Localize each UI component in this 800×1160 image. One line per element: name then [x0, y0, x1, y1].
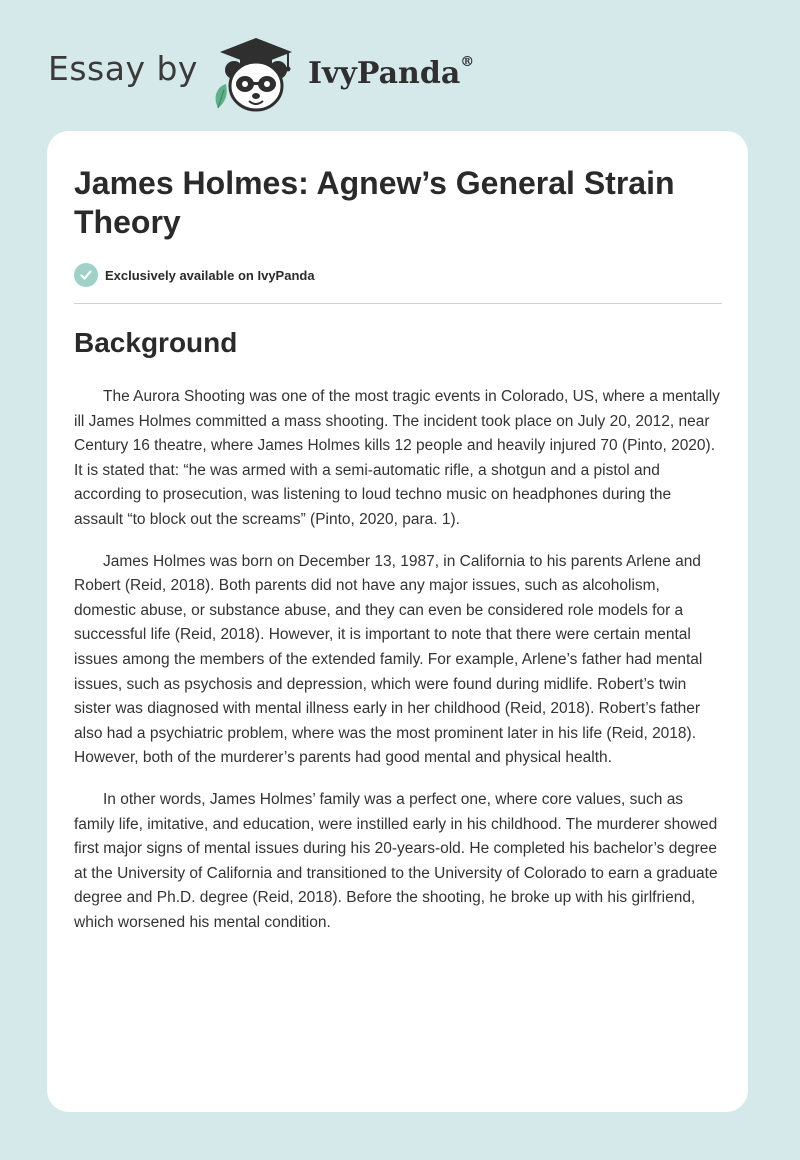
paragraph: In other words, James Holmes’ family was a perfect one, where core values, such as family life, imitative, and education, were instilled early in his childhood. The murderer showed first major signs of mental issues during his 20-years-old. He completed his bachelor’s degree at the University of California and transitioned to the University of Colorado to earn a graduate degree and Ph.D. degree (Reid, 2018). Before the shooting, he broke up with his girlfriend, which worsened his mental condition.	[74, 790, 718, 931]
divider	[74, 303, 722, 304]
check-circle-icon	[74, 263, 98, 287]
brand-name: IvyPanda®	[307, 53, 475, 91]
site-header	[48, 30, 474, 120]
paragraph: The Aurora Shooting was one of the most tragic events in Colorado, US, where a mentally ill James Holmes committed a mass shooting. The incident took place on July 20, 2012, near Century 16 theatre, where James Holmes kills 12 people and heavily injured 70 (Pinto, 2020). It is stated that: “he was armed with a semi-automatic rifle, a shotgun and a pistol and according to prosecution, was listening to loud techno music on headphones during the assault “to block out the screams” (Pinto, 2020, para. 1).	[74, 388, 720, 528]
essay-by-label: Essay by	[48, 48, 198, 88]
paragraph: James Holmes was born on December 13, 1987, in California to his parents Arlene and Robert (Reid, 2018). Both parents did not have any major issues, such as alcoholism, domestic abuse, or substance abuse, and they can even be considered role models for a successful life (Reid, 2018). However, it is important to note that there were certain mental issues among the members of the extended family. For example, Arlene’s father had mental issues, such as psychosis and depression, which were found during midlife. Robert’s twin sister was diagnosed with mental illness early in her childhood (Reid, 2018). Robert’s father also had a psychiatric problem, where was the most prominent later in his life (Reid, 2018). However, both of the murderer’s parents had good mental and physical health.	[74, 552, 703, 767]
exclusive-label: Exclusively available on IvyPanda	[105, 267, 315, 283]
section-heading: Background	[74, 327, 238, 358]
essay-body	[74, 385, 724, 952]
essay-title: James Holmes: Agnew’s General Strain Theory	[74, 165, 675, 240]
essay-card	[47, 131, 748, 1112]
exclusive-badge	[74, 263, 315, 287]
panda-logo-icon	[210, 34, 302, 116]
registered-mark: ®	[460, 53, 475, 70]
